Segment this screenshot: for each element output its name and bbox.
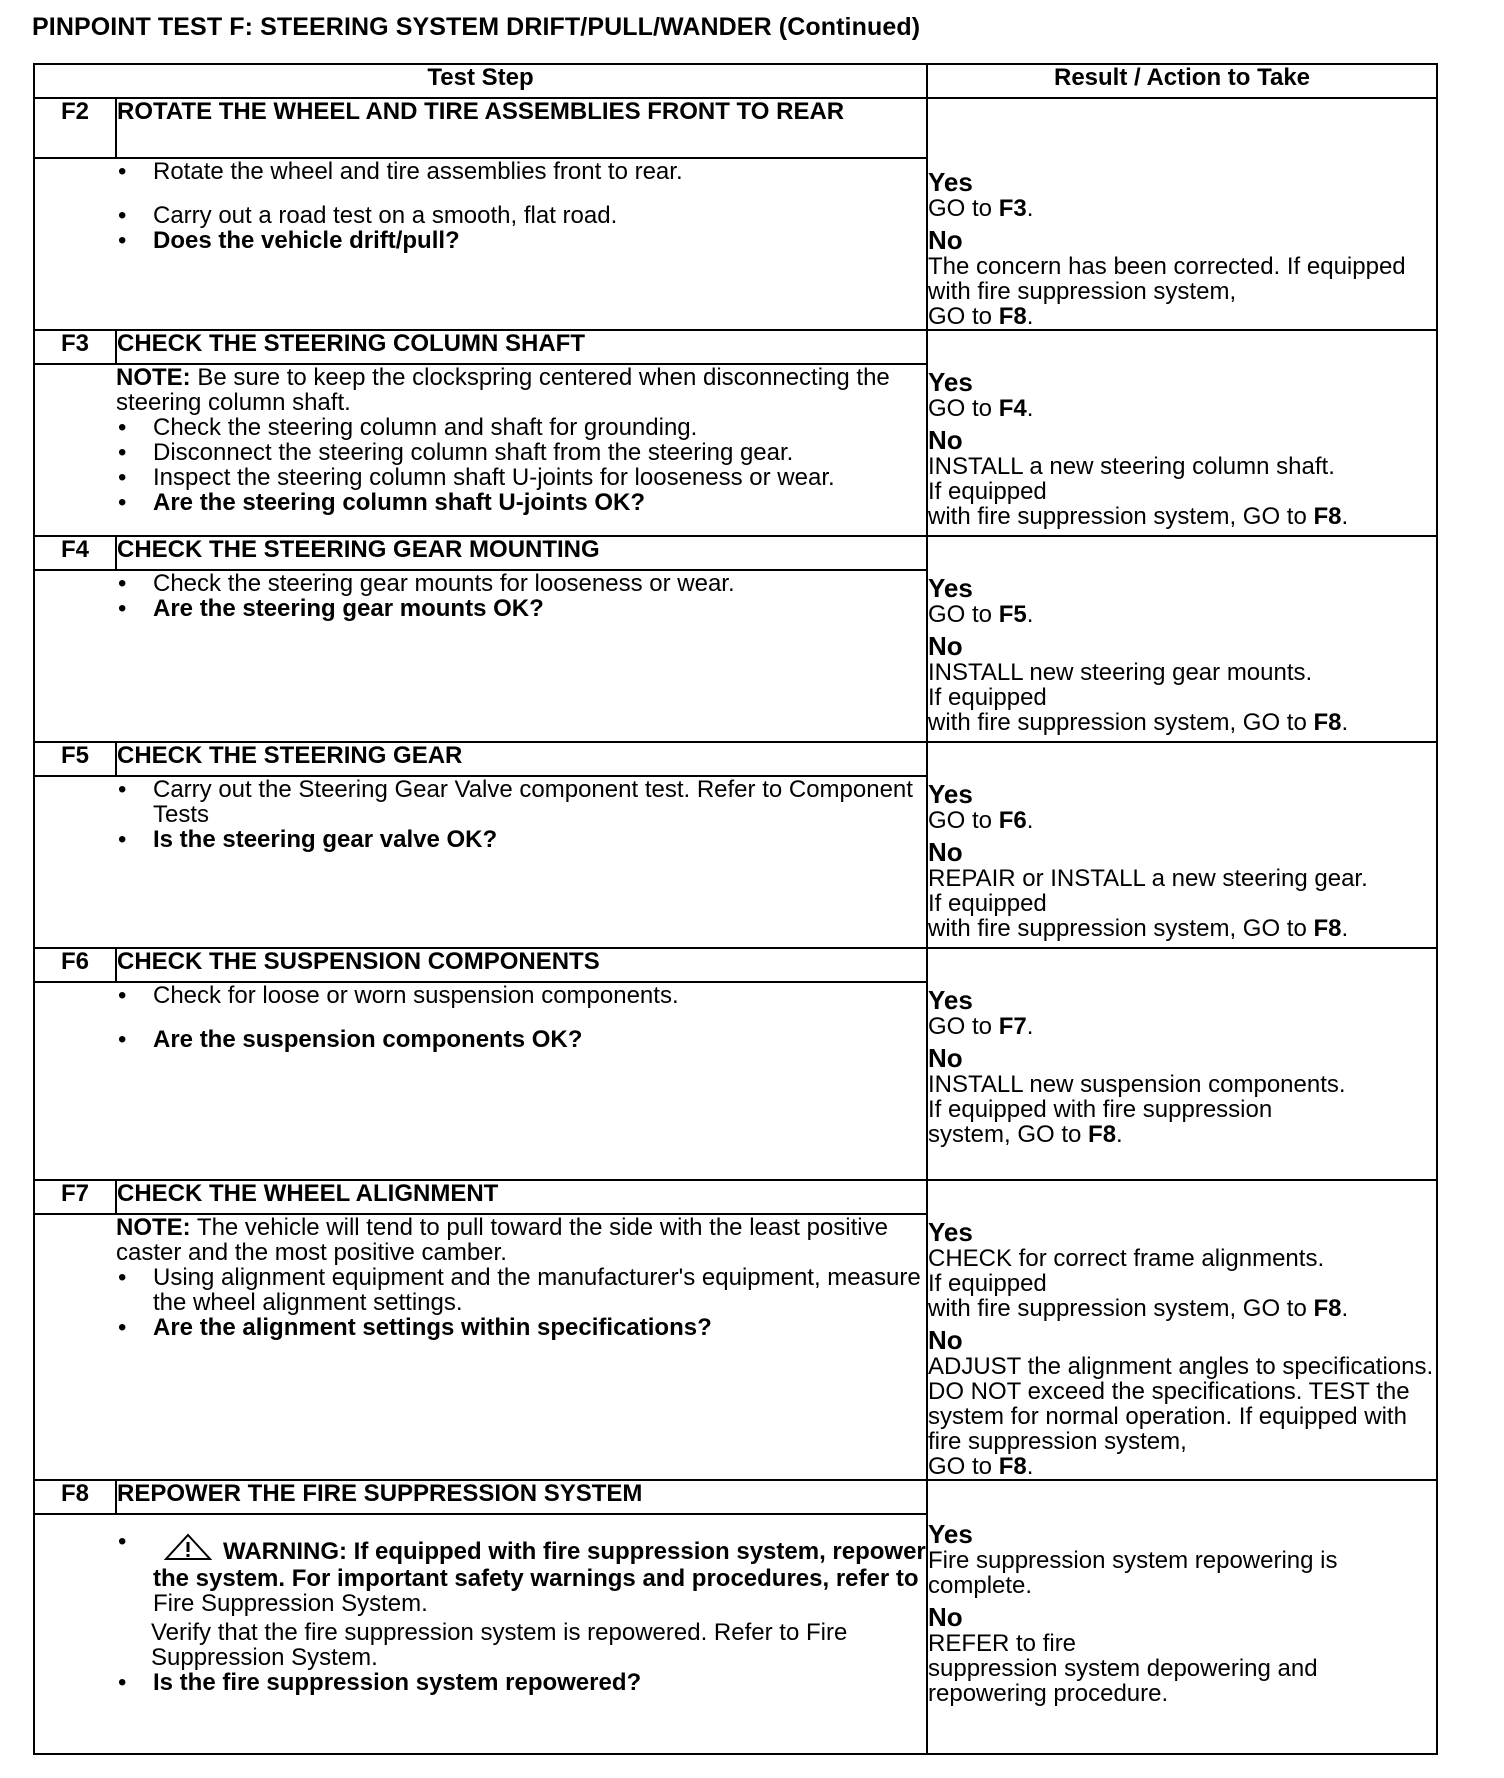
yes-action: GO to F3. <box>928 195 1034 222</box>
yes-label: Yes <box>928 1217 973 1247</box>
step-f4-result <box>927 536 1437 742</box>
no-action: REPAIR or INSTALL a new steering gear. If equipped with fire suppression system, GO to F8. <box>928 865 1368 942</box>
goto-step-link[interactable]: F8 <box>1088 1121 1117 1148</box>
step-f6-result <box>927 948 1437 1180</box>
goto-step-link[interactable]: F8 <box>1313 709 1342 736</box>
goto-step-link[interactable]: F8 <box>1313 503 1342 530</box>
goto-step-link[interactable]: F5 <box>998 601 1027 628</box>
step-f2-body <box>116 158 927 330</box>
result-header: Result / Action to Take <box>927 64 1437 98</box>
step-id: F7 <box>34 1180 116 1214</box>
list-item: • Rotate the wheel and tire assemblies front to rear. <box>116 159 926 184</box>
step-f8-title-row <box>34 1480 1437 1514</box>
no-label: No <box>928 1602 963 1632</box>
step-f8-body <box>116 1514 927 1754</box>
no-label: No <box>928 425 963 455</box>
step-f5-title-row <box>34 742 1437 776</box>
step-question: • Are the steering gear mounts OK? <box>116 596 926 621</box>
warning-text: WARNING: If equipped with fire suppression system, repower the system. For important safety warnings and procedures, refer to <box>153 1538 926 1592</box>
step-f7-body <box>116 1214 927 1480</box>
step-title: CHECK THE STEERING COLUMN SHAFT <box>116 330 927 364</box>
list-item: • Carry out the Steering Gear Valve component test. Refer to Component Tests <box>116 777 926 827</box>
step-question: • Are the steering column shaft U-joints OK? <box>116 490 926 515</box>
step-f6-body <box>116 982 927 1180</box>
step-f7-result <box>927 1180 1437 1480</box>
test-step-header: Test Step <box>34 64 927 98</box>
goto-step-link[interactable]: F6 <box>998 807 1027 834</box>
no-label: No <box>928 837 963 867</box>
step-id: F8 <box>34 1480 116 1514</box>
list-item: • Carry out a road test on a smooth, flat road. <box>116 203 926 228</box>
step-f8-result <box>927 1480 1437 1754</box>
step-f5-result <box>927 742 1437 948</box>
no-label: No <box>928 1043 963 1073</box>
no-action: INSTALL new suspension components. If equipped with fire suppression system, GO to F8. <box>928 1071 1346 1148</box>
list-item: • Check the steering gear mounts for looseness or wear. <box>116 571 926 596</box>
yes-label: Yes <box>928 779 973 809</box>
list-item: • Using alignment equipment and the manufacturer's equipment, measure the wheel alignment settings. <box>116 1265 926 1315</box>
step-f3-result <box>927 330 1437 536</box>
step-title: CHECK THE WHEEL ALIGNMENT <box>116 1180 927 1214</box>
yes-label: Yes <box>928 1519 973 1549</box>
yes-action: CHECK for correct frame alignments. If equipped with fire suppression system, GO to F8. <box>928 1245 1349 1322</box>
goto-step-link[interactable]: F8 <box>998 1453 1027 1480</box>
yes-action: Fire suppression system repowering is complete. <box>928 1547 1338 1599</box>
table-header-row <box>34 64 1437 98</box>
step-f6-title-row <box>34 948 1437 982</box>
step-question: • Is the steering gear valve OK? <box>116 827 926 852</box>
step-question: • Is the fire suppression system repowered? <box>116 1670 926 1695</box>
no-label: No <box>928 225 963 255</box>
step-id: F2 <box>34 98 116 158</box>
page-title: PINPOINT TEST F: STEERING SYSTEM DRIFT/PULL/WANDER (Continued) <box>32 13 921 41</box>
note: NOTE: The vehicle will tend to pull toward the side with the least positive caster and the most positive camber. <box>116 1214 888 1267</box>
step-f4-body <box>116 570 927 742</box>
step-f7-title-row <box>34 1180 1437 1214</box>
no-action: REFER to fire suppression system depowering and repowering procedure. <box>928 1630 1318 1707</box>
goto-step-link[interactable]: F7 <box>998 1013 1027 1040</box>
no-action: ADJUST the alignment angles to specifications. DO NOT exceed the specifications. TEST the system for normal operation. If equipped with fire suppression system, GO to F8. <box>928 1353 1434 1480</box>
yes-label: Yes <box>928 573 973 603</box>
yes-action: GO to F4. <box>928 395 1034 422</box>
no-label: No <box>928 631 963 661</box>
step-f3-title-row <box>34 330 1437 364</box>
step-f2-result <box>927 98 1437 330</box>
step-title: REPOWER THE FIRE SUPPRESSION SYSTEM <box>116 1480 927 1514</box>
step-f4-title-row <box>34 536 1437 570</box>
no-action: The concern has been corrected. If equipped with fire suppression system, GO to F8. <box>928 253 1406 330</box>
verify-text: Verify that the fire suppression system is repowered. Refer to Fire Suppression System. <box>151 1619 848 1671</box>
step-id: F6 <box>34 948 116 982</box>
step-id: F3 <box>34 330 116 364</box>
step-question: • Are the alignment settings within specifications? <box>116 1315 926 1340</box>
yes-label: Yes <box>928 985 973 1015</box>
no-action: INSTALL a new steering column shaft. If equipped with fire suppression system, GO to F8. <box>928 453 1349 530</box>
goto-step-link[interactable]: F3 <box>998 195 1027 222</box>
goto-step-link[interactable]: F8 <box>1313 1295 1342 1322</box>
yes-action: GO to F6. <box>928 807 1034 834</box>
yes-label: Yes <box>928 167 973 197</box>
warning-item <box>116 1529 926 1670</box>
warning-triangle-icon <box>163 1533 213 1566</box>
list-item: • Check for loose or worn suspension components. <box>116 983 926 1008</box>
list-item: • Check the steering column and shaft for grounding. <box>116 415 926 440</box>
yes-action: GO to F5. <box>928 601 1034 628</box>
step-question: • Does the vehicle drift/pull? <box>116 228 926 253</box>
step-title: CHECK THE STEERING GEAR <box>116 742 927 776</box>
step-title: CHECK THE SUSPENSION COMPONENTS <box>116 948 927 982</box>
step-question: • Are the suspension components OK? <box>116 1027 926 1052</box>
step-f2-title-row <box>34 98 1437 158</box>
warning-ref: Fire Suppression System. <box>153 1590 428 1617</box>
step-id: F5 <box>34 742 116 776</box>
yes-label: Yes <box>928 367 973 397</box>
goto-step-link[interactable]: F8 <box>998 303 1027 330</box>
pinpoint-test-table <box>33 63 1438 1755</box>
step-f3-body <box>116 364 927 536</box>
list-item: • Inspect the steering column shaft U-joints for looseness or wear. <box>116 465 926 490</box>
note: NOTE: Be sure to keep the clockspring centered when disconnecting the steering column shaft. <box>116 364 890 416</box>
step-f5-body <box>116 776 927 948</box>
goto-step-link[interactable]: F4 <box>998 395 1027 422</box>
no-action: INSTALL new steering gear mounts. If equipped with fire suppression system, GO to F8. <box>928 659 1349 736</box>
yes-action: GO to F7. <box>928 1013 1034 1040</box>
step-id: F4 <box>34 536 116 570</box>
no-label: No <box>928 1325 963 1355</box>
list-item: • Disconnect the steering column shaft from the steering gear. <box>116 440 926 465</box>
step-title: CHECK THE STEERING GEAR MOUNTING <box>116 536 927 570</box>
step-title: ROTATE THE WHEEL AND TIRE ASSEMBLIES FRONT TO REAR <box>116 98 927 158</box>
goto-step-link[interactable]: F8 <box>1313 915 1342 942</box>
